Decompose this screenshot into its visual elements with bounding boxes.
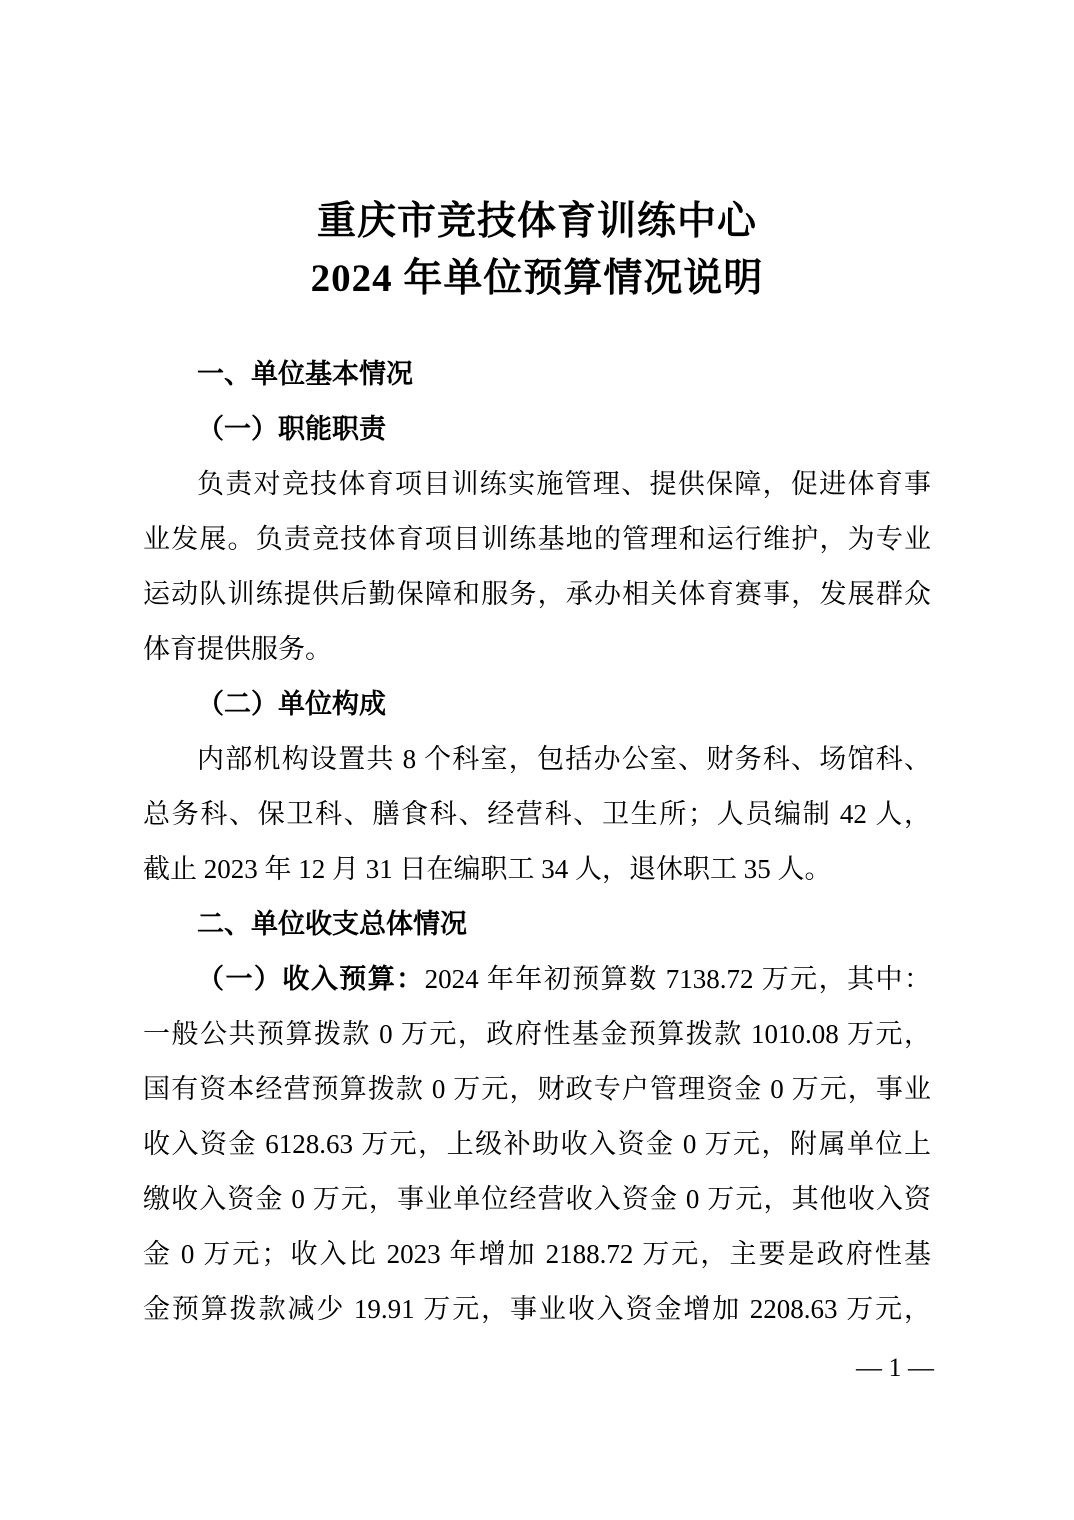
paragraph-line: 金 0 万元；收入比 2023 年增加 2188.72 万元，主要是政府性基 [143, 1239, 931, 1269]
page-number: — 1 — [856, 1353, 934, 1382]
title-spacer [143, 307, 931, 347]
paragraph-line: 收入资金 6128.63 万元，上级补助收入资金 0 万元，附属单位上 [143, 1129, 931, 1159]
section1-sub1-heading: （一）职能职责 [197, 414, 386, 444]
paragraph-line: 国有资本经营预算拨款 0 万元，财政专户管理资金 0 万元，事业 [143, 1074, 931, 1104]
paragraph-line: 一般公共预算拨款 0 万元，政府性基金预算拨款 1010.08 万元， [143, 1019, 931, 1049]
document-body [143, 193, 931, 1337]
section2-sub1-first-line [143, 952, 931, 1007]
document-title-line-1: 重庆市竞技体育训练中心 [316, 200, 757, 243]
section1-heading: 一、单位基本情况 [197, 359, 413, 389]
paragraph-line: 业发展。负责竞技体育项目训练基地的管理和运行维护，为专业 [143, 524, 931, 554]
paragraph-line: 负责对竞技体育项目训练实施管理、提供保障，促进体育事 [197, 469, 931, 499]
paragraph-line: 金预算拨款减少 19.91 万元，事业收入资金增加 2208.63 万元， [143, 1294, 931, 1324]
paragraph-line: 内部机构设置共 8 个科室，包括办公室、财务科、场馆科、 [197, 744, 931, 774]
paragraph-line: 运动队训练提供后勤保障和服务，承办相关体育赛事，发展群众 [143, 579, 931, 609]
document-title-line-2: 2024 年单位预算情况说明 [310, 257, 764, 300]
section2-sub1-lead: （一）收入预算： [197, 964, 425, 994]
section2-sub1-rest: 2024 年年初预算数 7138.72 万元，其中： [424, 964, 931, 994]
section2-heading: 二、单位收支总体情况 [197, 909, 467, 939]
paragraph-line: 体育提供服务。 [143, 634, 332, 664]
paragraph-line: 缴收入资金 0 万元，事业单位经营收入资金 0 万元，其他收入资 [143, 1184, 931, 1214]
paragraph-line: 截止 2023 年 12 月 31 日在编职工 34 人，退休职工 35 人。 [143, 854, 832, 884]
paragraph-line: 总务科、保卫科、膳食科、经营科、卫生所；人员编制 42 人， [143, 799, 931, 829]
section1-sub2-heading: （二）单位构成 [197, 689, 386, 719]
